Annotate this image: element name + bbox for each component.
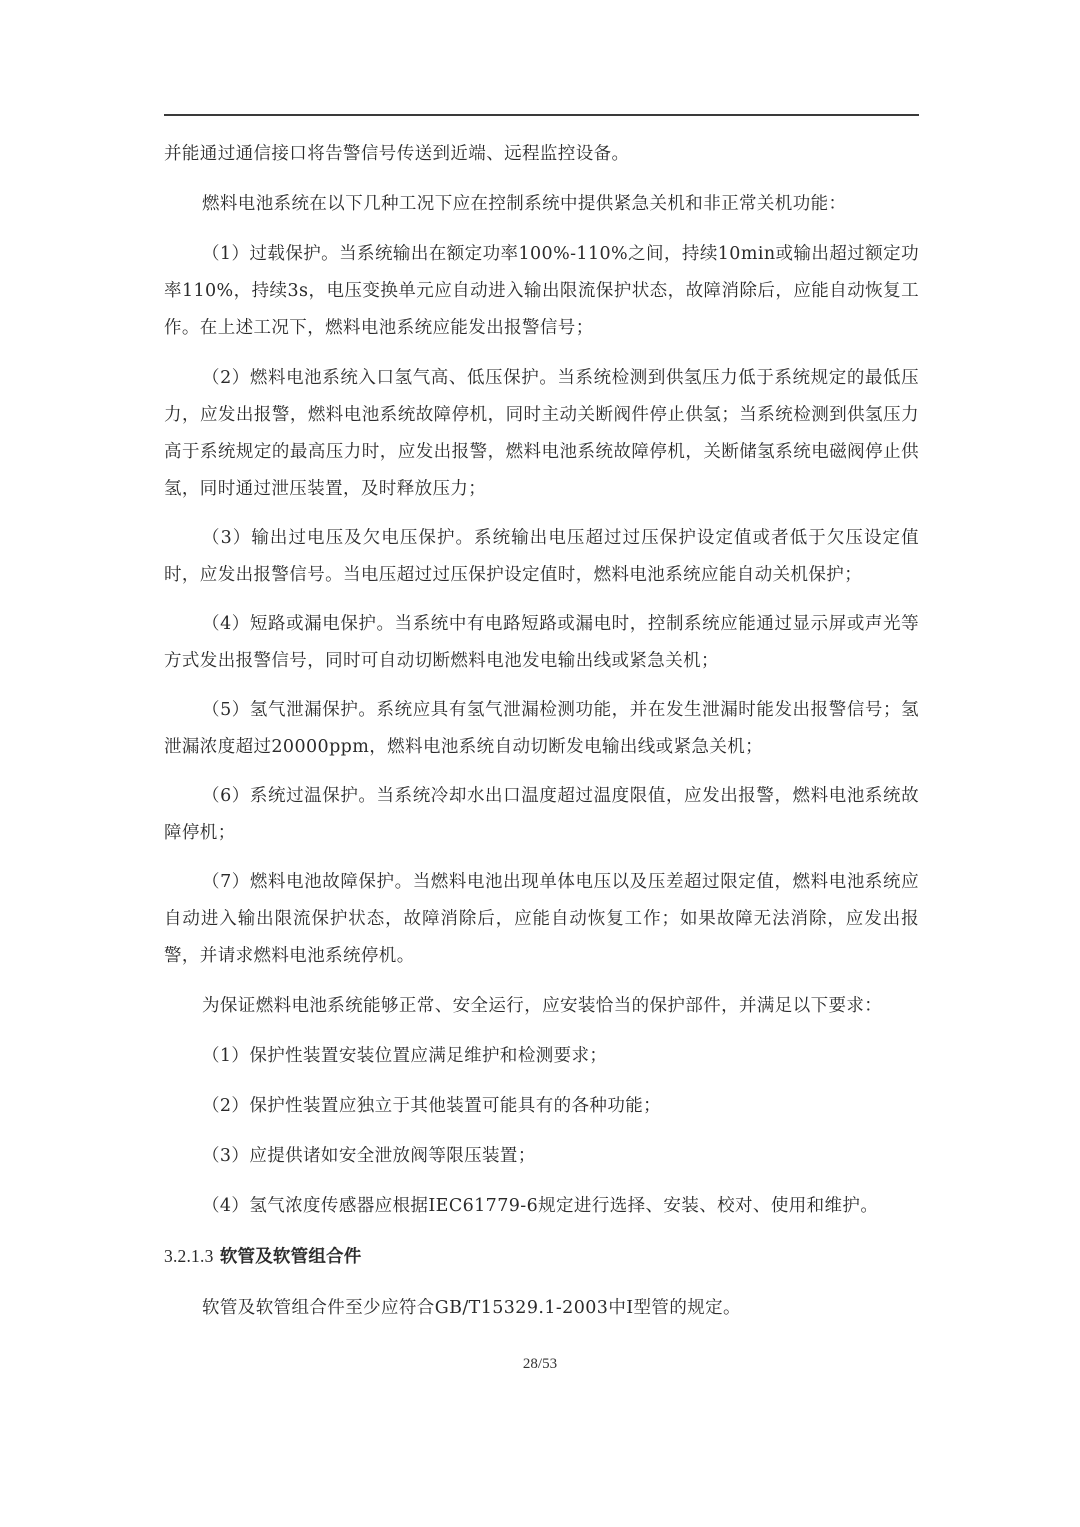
requirement-item-3: （3）应提供诸如安全泄放阀等限压装置； [202, 1146, 536, 1166]
paragraph-hydrogen-pressure-protection: （2）燃料电池系统入口氢气高、低压保护。当系统检测到供氢压力低于系统规定的最低压力，应发出报警，燃料电池系统故障停机，同时主动关断阀件停止供氢；当系统检测到供氢压力高于系统规定的最高压力时，应发出报警，燃料电池系统故障停机，关断储氢系统电磁阀停止供氢，同时通过泄压装置，及时释放压力； [164, 368, 919, 499]
paragraph-overload-protection: （1）过载保护。当系统输出在额定功率100%-110%之间，持续10min或输出超过额定功率110%，持续3s，电压变换单元应自动进入输出限流保护状态，故障消除后，应能自动恢复工作。在上述工况下，燃料电池系统应能发出报警信号； [164, 244, 919, 338]
section-number: 3.2.1.3 [164, 1246, 214, 1266]
paragraph-overtemperature-protection: （6）系统过温保护。当系统冷却水出口温度超过温度限值，应发出报警，燃料电池系统故障停机； [164, 786, 919, 843]
section-heading [164, 1238, 919, 1276]
paragraph-shutdown-intro: 燃料电池系统在以下几种工况下应在控制系统中提供紧急关机和非正常关机功能： [202, 194, 847, 214]
requirement-item-4: （4）氢气浓度传感器应根据IEC61779-6规定进行选择、安装、校对、使用和维护。 [202, 1196, 879, 1216]
section-title: 软管及软管组合件 [219, 1247, 362, 1267]
paragraph-voltage-protection: （3）输出过电压及欠电压保护。系统输出电压超过过压保护设定值或者低于欠压设定值时，应发出报警信号。当电压超过过压保护设定值时，燃料电池系统应能自动关机保护； [164, 528, 919, 585]
paragraph-hose-requirements: 软管及软管组合件至少应符合GB/T15329.1-2003中I型管的规定。 [202, 1298, 741, 1318]
header-rule [164, 114, 919, 116]
requirement-item-2: （2）保护性装置应独立于其他装置可能具有的各种功能； [202, 1096, 662, 1116]
paragraph-short-circuit-protection: （4）短路或漏电保护。当系统中有电路短路或漏电时，控制系统应能通过显示屏或声光等方式发出报警信号，同时可自动切断燃料电池发电输出线或紧急关机； [164, 614, 919, 671]
paragraph-hydrogen-leak-protection: （5）氢气泄漏保护。系统应具有氢气泄漏检测功能，并在发生泄漏时能发出报警信号；氢泄漏浓度超过20000ppm，燃料电池系统自动切断发电输出线或紧急关机； [164, 700, 919, 757]
paragraph-continuation: 并能通过通信接口将告警信号传送到近端、远程监控设备。 [164, 144, 630, 164]
page-number: 28/53 [522, 1356, 558, 1372]
paragraph-protection-requirements-intro: 为保证燃料电池系统能够正常、安全运行，应安装恰当的保护部件，并满足以下要求： [202, 996, 883, 1016]
requirement-item-1: （1）保护性装置安装位置应满足维护和检测要求； [202, 1046, 608, 1066]
paragraph-fuel-cell-fault-protection: （7）燃料电池故障保护。当燃料电池出现单体电压以及压差超过限定值，燃料电池系统应自动进入输出限流保护状态，故障消除后，应能自动恢复工作；如果故障无法消除，应发出报警，并请求燃料电池系统停机。 [164, 872, 919, 966]
